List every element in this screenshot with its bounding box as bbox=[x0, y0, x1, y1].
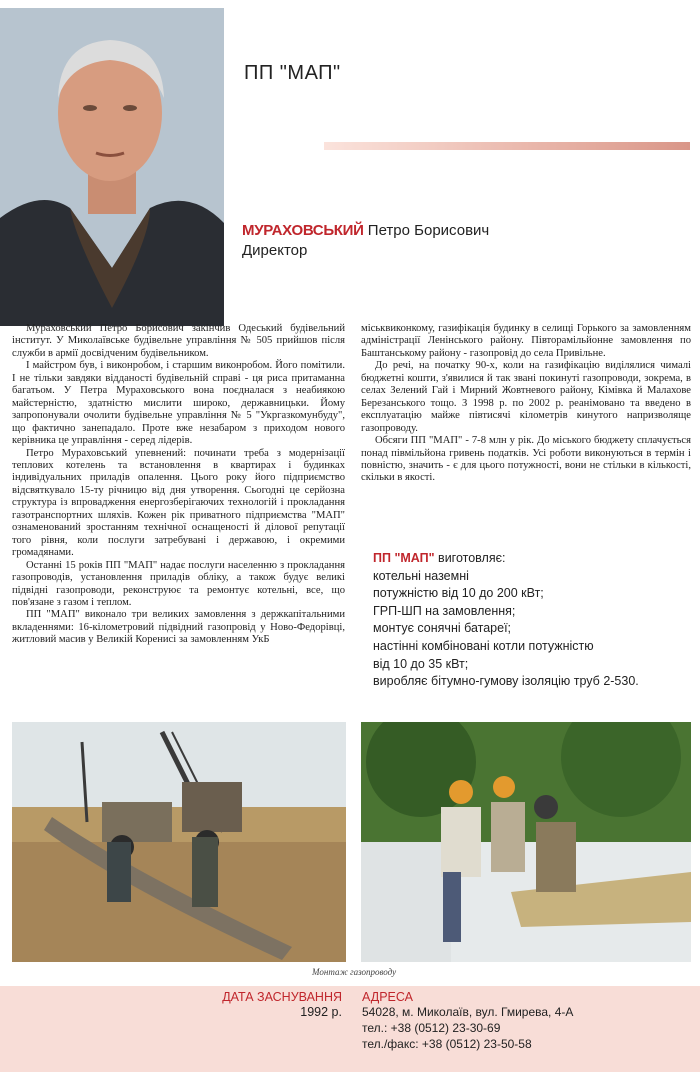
phone: тел.: +38 (0512) 23-30-69 bbox=[362, 1021, 501, 1035]
title-divider bbox=[324, 142, 690, 150]
product-item: від 10 до 35 кВт; bbox=[373, 656, 469, 671]
products-heading bbox=[373, 550, 693, 568]
founded-value: 1992 р. bbox=[300, 1005, 342, 1019]
company-title: ПП "МАП" bbox=[244, 62, 341, 84]
article-column-1 bbox=[12, 323, 345, 647]
address-label: АДРЕСА bbox=[362, 990, 413, 1004]
product-item: виробляє бітумно-гумову ізоляцію труб 2-530. bbox=[373, 674, 639, 689]
article-paragraph: І майстром був, і виконробом, і старшим виконробом. Його помітили. І не тільки завдяки відданості будівельній справі - ця риса притаманна багатьом. У Петра Мураховського вона поєдналася з неабиякою майстерністю, здатністю мислити широко, державницьки. Йому запропонували очолити будівельне управління № 5 "Укргазкомунбуду", що фактично занепадало. Проте вже незабаром з приходом нового керівника це управління - серед лідерів. bbox=[12, 360, 345, 447]
photo-caption: Монтаж газопроводу bbox=[312, 967, 397, 977]
article-paragraph: Мураховський Петро Борисович закінчив Одеський будівельний інститут. У Миколаївське будівельне управління № 505 прийшов після служби в армії досвідченим будівельником. bbox=[12, 323, 345, 359]
article-paragraph: До речі, на початку 90-х, коли на газифікацію виділялися чималі бюджетні кошти, з'явилися й так звані покинуті газопроводи, зокрема, в селах Зелений Гай і Мирний Жовтневого району, Кімівка й Малахове Березанського тощо. З 1998 р. по 2002 р. реанімовано та введено в експлуатацію майже півтисячі кілометрів кинутого напризволяще газопроводу. bbox=[361, 360, 691, 434]
footer-band bbox=[0, 986, 700, 1072]
product-item: монтує сонячні батареї; bbox=[373, 621, 512, 636]
products-list bbox=[373, 550, 693, 691]
article-paragraph: Петро Мураховський упевнений: починати треба з модернізації теплових котелень та встановлення в квартирах і будинках індивідуальних приладів опалення. Цього року його підприємство відсвяткувало 15-ту річницю від дня утворення. Сьогодні це серйозна структура із впровадження енергозберігаючих технологій і прокладання газотранспортних шляхів. Кожен рік приватного підприємства "МАП" ознаменований зростанням технічної оснащеності й ділової репутації того рівня, коли послуги затребувані і державою, і окремими громадянами. bbox=[12, 447, 345, 559]
founded-label: ДАТА ЗАСНУВАННЯ bbox=[222, 990, 342, 1004]
director-surname: МУРАХОВСЬКИЙ bbox=[242, 222, 364, 239]
product-item: ГРП-ШП на замовлення; bbox=[373, 603, 516, 618]
article-paragraph: міськвиконкому, газифікація будинку в селищі Горького за замовленням адміністрації Ленінського району. Півторамільйонне замовлення по Баштанському району - газопровід до села Привільне. bbox=[361, 323, 691, 359]
product-item: котельні наземні bbox=[373, 568, 469, 583]
director-given-name: Петро Борисович bbox=[367, 222, 490, 239]
article-paragraph: ПП "МАП" виконало три великих замовлення з держкапітальними вкладеннями: 16-кілометровий підвідний газопровід у Ново-Федорівці, житловий масив у Великій Коренисі за замовленням УкБ bbox=[12, 609, 345, 646]
article-column-2 bbox=[361, 323, 691, 485]
address-line: 54028, м. Миколаїв, вул. Гмирева, 4-А bbox=[362, 1005, 574, 1019]
article-paragraph: Обсяги ПП "МАП" - 7-8 млн у рік. До міського бюджету сплачується понад півмільйона гривень податків. Усі роботи виконуються в термін і повністю, значить - є для цього потужності, вони не стільки в кількості, скільки в якості. bbox=[361, 435, 691, 484]
products-intro: виготовляє: bbox=[438, 551, 506, 565]
pipeline-field-photo bbox=[12, 722, 346, 962]
product-item: потужністю від 10 до 200 кВт; bbox=[373, 586, 544, 601]
article-paragraph: Останні 15 років ПП "МАП" надає послуги населенню з прокладання газопроводів, установлення приладів обліку, а також будує великі підвідні газопроводи, реконструює та ремонтує котельні, все, що пов'язане з газом і теплом. bbox=[12, 559, 345, 608]
products-firm: ПП "МАП" bbox=[373, 551, 435, 565]
product-item: настінні комбіновані котли потужністю bbox=[373, 638, 594, 653]
fax: тел./факс: +38 (0512) 23-50-58 bbox=[362, 1037, 532, 1051]
director-name bbox=[242, 222, 489, 239]
director-position: Директор bbox=[242, 242, 308, 259]
director-portrait bbox=[0, 8, 224, 326]
pipeline-workers-photo bbox=[361, 722, 691, 962]
